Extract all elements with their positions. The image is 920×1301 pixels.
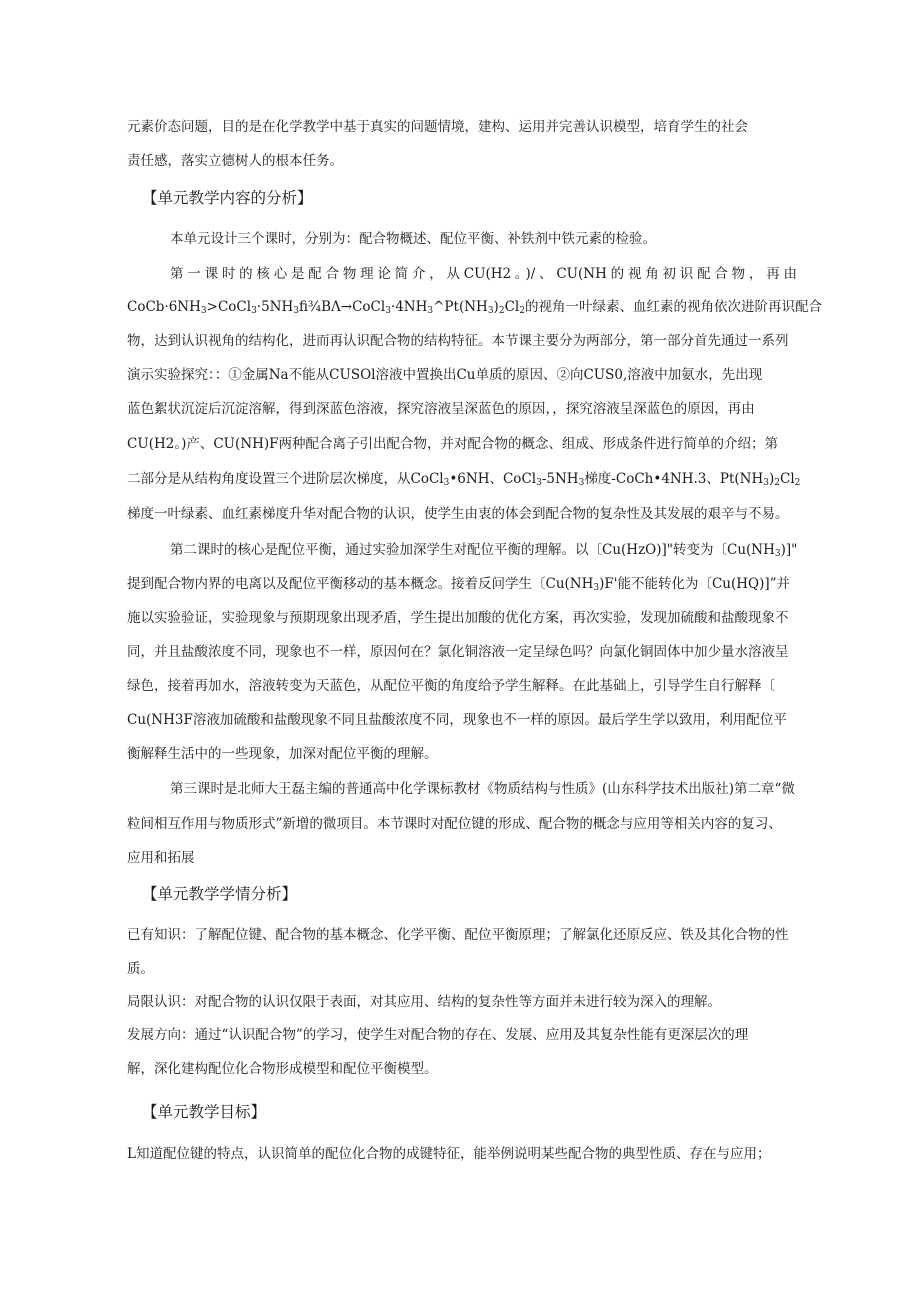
formula-fragment: ·5NH <box>256 299 294 315</box>
content-p2-line-5: 蓝色絮状沉淀后沉淀溶解，得到深蓝色溶液，探究溶液呈深蓝色的原因，，探究溶液呈深蓝色的原因，再由 <box>127 401 755 417</box>
text-fragment: 的视角一叶绿素、血红素的视角依次进阶再识配合 <box>524 299 822 315</box>
formula-fragment: •6NH、CoCl <box>449 471 537 487</box>
subscript: 3 <box>251 306 257 316</box>
content-p4-line-2: 粒间相互作用与物质形式”新增的微项目。本节课时对配位键的形成、配合物的概念与应用等相关内容的复习、 <box>127 816 782 832</box>
formula-fragment: ^Pt(NH <box>433 299 488 315</box>
content-p2-line-1: 第一课时的核心是配合物理论简介，从CU(H2。)/、CU(NH的视角初识配合物，再由 <box>170 266 797 282</box>
content-p3-line-7: 衡解释生活中的一些现象，加深对配位平衡的理解。 <box>127 746 438 762</box>
formula-fragment: 梯度-CoCh•4NH.3、Pt(NH <box>584 471 764 487</box>
content-p3-line-5: 绿色，接着再加水，溶液转变为天蓝色，从配位平衡的角度给予学生解释。在此基础上，引导学生自行解释〔 <box>127 678 775 694</box>
content-p4-line-3: 应用和拓展 <box>127 850 195 866</box>
formula-fragment: Cl <box>779 471 795 487</box>
formula-fragment: ·4NH <box>390 299 428 315</box>
intro-line-1: 元素价态问题，目的是在化学教学中基于真实的问题情境，建构、运用并完善认识模型，培育学生的社会 <box>127 119 748 135</box>
goal-item-1: L知道配位键的特点，认识简单的配位化合物的成键特征，能举例说明某些配合物的典型性质、存在与应用； <box>127 1146 771 1162</box>
learners-known-line-1: 已有知识：了解配位键、配合物的基本概念、化学平衡、配位平衡原理；了解氯化还原反应、铁及其化合物的性 <box>127 927 789 943</box>
text-fragment: 提到配合物内界的电离以及配位平衡移动的基本概念。接着反问学生〔Cu(NH <box>127 576 594 592</box>
content-p3-line-1 <box>170 541 797 559</box>
section-heading-learner-analysis: 【单元教学学情分析】 <box>142 885 298 903</box>
subscript: 3 <box>293 306 299 316</box>
formula-fragment: )]" <box>780 542 798 558</box>
subscript: 3 <box>443 478 450 488</box>
subscript: 3 <box>763 478 769 488</box>
text-fragment: 二部分是从结构角度设置三个进阶层次梯度，从CoCl <box>127 471 444 487</box>
content-p2-line-7 <box>127 470 800 488</box>
learners-development-line-1: 发展方向：通过“认识配合物”的学习，使学生对配合物的存在、发展、应用及其复杂性能有更深层次的理 <box>127 1027 749 1043</box>
formula-fragment: >CoCl <box>206 299 252 315</box>
intro-line-2: 责任感，落实立德树人的根本任务。 <box>127 153 343 169</box>
subscript: 3 <box>200 306 207 316</box>
learners-limited: 局限认识：对配合物的认识仅限于表面，对其应用、结构的复杂性等方面并未进行较为深入的理解。 <box>127 994 721 1010</box>
content-p3-line-4: 同，并且盐酸浓度不同，现象也不一样，原因何在？氯化铜溶液一定呈绿色吗？向氯化铜固体中加少量水溶液呈 <box>127 644 789 660</box>
subscript: 2 <box>519 306 525 316</box>
subscript: 3 <box>593 583 600 593</box>
subscript: 3 <box>578 478 585 488</box>
text-fragment: 第二课时的核心是配位平衡，通过实验加深学生对配位平衡的理解。以〔Cu(HzO)]"转变为〔Cu(NH <box>170 542 775 558</box>
section-heading-content-analysis: 【单元教学内容的分析】 <box>142 189 313 207</box>
formula-fragment: Cl <box>504 299 520 315</box>
subscript: 2 <box>774 478 780 488</box>
text-fragment: )F'能不能转化为〔Cu(HQ)]”并 <box>599 576 791 592</box>
formula-fragment: -5NH <box>541 471 579 487</box>
content-p2-line-6: CU(H2。)产、CU(NH)F两种配合离子引出配合物，并对配合物的概念、组成、形成条件进行简单的介绍；第 <box>127 436 779 452</box>
content-p2-line-8: 梯度一叶绿素、血红素梯度升华对配合物的认识，使学生由衷的体会到配合物的复杂性及其发展的艰辛与不易。 <box>127 506 789 522</box>
learners-development-line-2: 解，深化建构配位化合物形成模型和配位平衡模型。 <box>127 1061 438 1077</box>
formula-fragment: CoCb·6NH <box>127 299 201 315</box>
formula-fragment: ) <box>768 471 775 487</box>
subscript: 2 <box>794 478 801 488</box>
subscript: 3 <box>774 549 781 559</box>
formula-fragment: fi¾BΛ→CoCl <box>299 299 386 315</box>
content-p2-line-4: 演示实验探究：：①金属Na不能从CUSOl溶液中置换出Cu单质的原因、②向CUS0,溶液中加氨水，先出现 <box>127 367 763 383</box>
learners-known-line-2: 质。 <box>127 961 154 977</box>
subscript: 2 <box>498 306 505 316</box>
content-p3-line-6: Cu(NH3F溶液加硫酸和盐酸现象不同且盐酸浓度不同，现象也不一样的原因。最后学生学以致用，利用配位平 <box>127 712 787 728</box>
formula-fragment: ) <box>493 299 499 315</box>
subscript: 3 <box>427 306 434 316</box>
subscript: 3 <box>385 306 391 316</box>
content-paragraph-1: 本单元设计三个课时，分别为：配合物概述、配位平衡、补铁剂中铁元素的检验。 <box>170 231 656 247</box>
subscript: 3 <box>536 478 542 488</box>
content-p4-line-1: 第三课时是北师大王磊主编的普通高中化学课标教材《物质结构与性质》(山东科学技术出版社)第二章“微 <box>170 781 795 797</box>
section-heading-teaching-goals: 【单元教学目标】 <box>142 1103 267 1121</box>
content-p2-line-2 <box>127 298 822 316</box>
subscript: 3 <box>487 306 494 316</box>
content-p3-line-3: 施以实验验证，实验现象与预期现象出现矛盾，学生提出加酸的优化方案，再次实验，发现加硫酸和盐酸现象不 <box>127 610 789 626</box>
content-p2-line-3: 物，达到认识视角的结构化，进而再认识配合物的结构特征。本节课主要分为两部分，第一部分首先通过一系列 <box>127 333 789 349</box>
content-p3-line-2 <box>127 575 790 593</box>
